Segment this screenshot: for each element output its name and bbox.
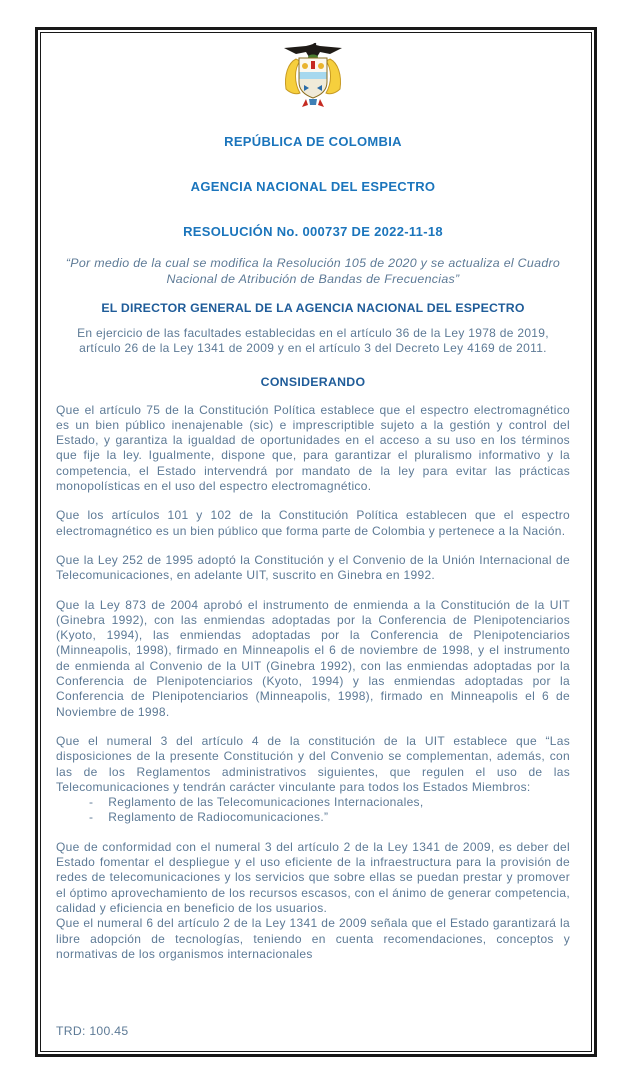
republic-title: REPÚBLICA DE COLOMBIA [224, 134, 402, 149]
document-content [41, 33, 591, 1051]
agency-title: AGENCIA NACIONAL DEL ESPECTRO [190, 179, 436, 194]
body-paragraph-ley-873: Que la Ley 873 de 2004 aprobó el instrumento de enmienda a la Constitución de la UIT (Ginebra 1992), con las enmiendas adoptadas por la Conferencia de Plenipotenciarios (Kyoto, 1994), las enmiendas adoptadas por la Conferencia de Plenipotenciarios (Minneapolis, 1998), firmado en Minneapolis el 6 de noviembre de 1998, y el instrumento de enmienda al Convenio de la UIT (Ginebra 1992), con las enmiendas adoptadas por la Conferencia de Plenipotenciarios (Kyoto, 1994) y las enmiendas adoptadas por la Conferencia de Plenipotenciarios (Minneapolis, 1998), firmado en Minneapolis el 6 de Noviembre de 1998. [56, 597, 570, 719]
body-paragraph-articulos-101-102: Que los artículos 101 y 102 de la Constitución Política establecen que el espectro electromagnético es un bien público que forma parte de Colombia y pertenece a la Nación. [56, 508, 570, 538]
issuer-heading: EL DIRECTOR GENERAL DE LA AGENCIA NACIONAL DEL ESPECTRO [101, 301, 525, 315]
body-paragraph-numeral-3-articulo-4: Que el numeral 3 del artículo 4 de la constitución de la UIT establece que “Las disposiciones de la presente Constitución y del Convenio se complementan, además, con las de los Reglamentos administrativos siguientes, que regulen el uso de las Telecomunicaciones y tendrán carácter vinculante para todos los Estados Miembros: [56, 733, 570, 794]
subject-quote: “Por medio de la cual se modifica la Resolución 105 de 2020 y se actualiza el Cuadro Nacional de Atribución de Bandas de Frecuencias” [65, 256, 561, 286]
body-paragraph-articulo-75: Que el artículo 75 de la Constitución Política establece que el espectro electromagnético es un bien público inenajenable (sic) e imprescriptible sujeto a la gestión y control del Estado, y garantiza la igualdad de oportunidades en el acceso a su uso en los términos que fije la ley. Igualmente, dispone que, para garantizar el pluralismo informativo y la competencia, el Estado intervendrá por mandato de la ley para evitar las prácticas monopolísticas en el uso del espectro electromagnético. [56, 402, 570, 494]
resolution-number-title: RESOLUCIÓN No. 000737 DE 2022-11-18 [183, 224, 443, 239]
authority-paragraph: En ejercicio de las facultades establecidas en el artículo 36 de la Ley 1978 de 2019, artículo 26 de la Ley 1341 de 2009 y en el artículo 3 del Decreto Ley 4169 de 2011. [77, 326, 549, 356]
list-item: - Reglamento de Radiocomunicaciones.” [56, 810, 570, 825]
list-item: - Reglamento de las Telecomunicaciones Internacionales, [56, 795, 570, 810]
trd-footer: TRD: 100.45 [56, 1024, 129, 1038]
colombia-coat-of-arms-icon [56, 41, 570, 121]
considerando-heading: CONSIDERANDO [260, 374, 366, 389]
document-page [40, 32, 592, 1052]
regulations-list [56, 795, 570, 826]
body-paragraph-numeral-6-articulo-2: Que el numeral 6 del artículo 2 de la Ley 1341 de 2009 señala que el Estado garantizará la libre adopción de tecnologías, teniendo en cuenta recomendaciones, conceptos y normativas de los organismos internacionales [56, 916, 570, 961]
body-paragraph-numeral-3-articulo-2: Que de conformidad con el numeral 3 del artículo 2 de la Ley 1341 de 2009, es deber del Estado fomentar el despliegue y el uso eficiente de la infraestructura para la provisión de redes de telecomunicaciones y los servicios que sobre ellas se puedan prestar y promover el óptimo aprovechamiento de los recursos escasos, con el ánimo de generar competencia, calidad y eficiencia en beneficio de los usuarios. [56, 839, 570, 915]
body-paragraph-ley-252: Que la Ley 252 de 1995 adoptó la Constitución y el Convenio de la Unión Internacional de Telecomunicaciones, en adelante UIT, suscrito en Ginebra en 1992. [56, 552, 570, 583]
